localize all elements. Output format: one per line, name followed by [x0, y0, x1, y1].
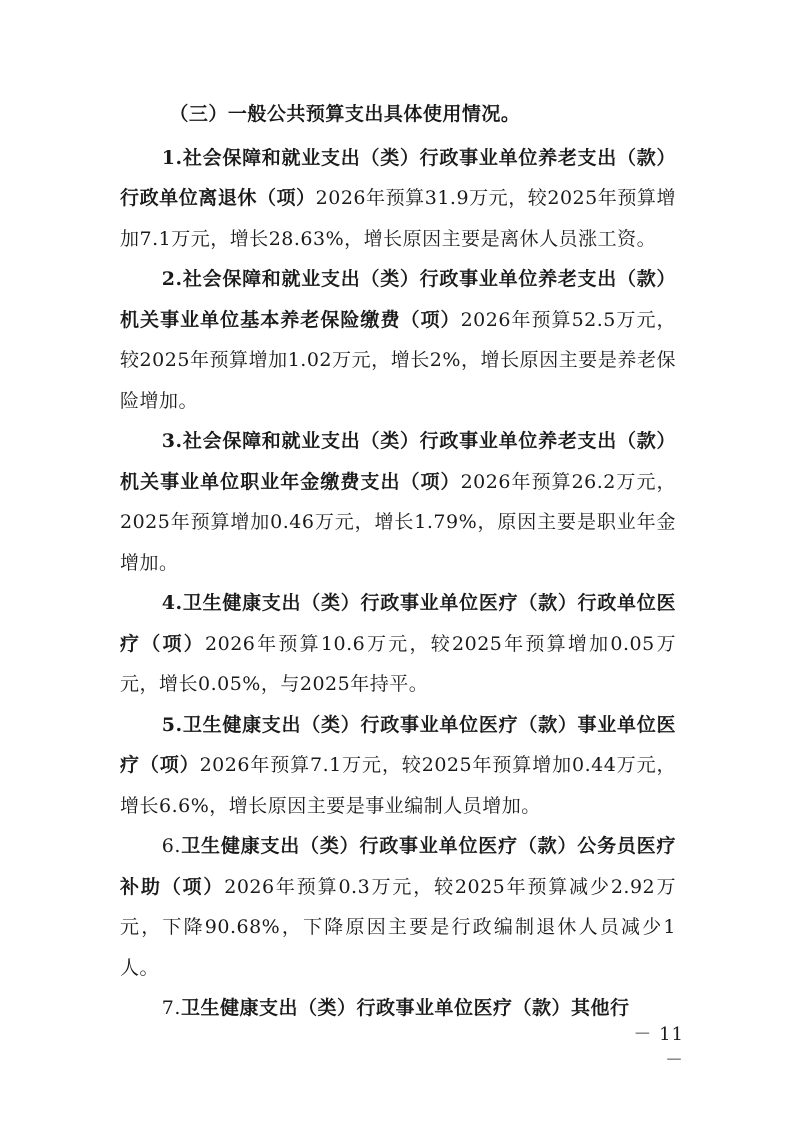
document-body [120, 94, 676, 1029]
paragraph-3-text: 2026年预算26.2万元，2025年预算增加0.46万元，增长1.79%，原因主要是职业年金增加。 [120, 470, 676, 574]
paragraph-7-title: 卫生健康支出（类）行政事业单位医疗（款）其他行 [180, 997, 630, 1019]
paragraph-6-title: 卫生健康支出（类）行政事业单位医疗（款）公务员医疗补助（项） [120, 835, 676, 898]
paragraph-6-text: 2026年预算0.3万元，较2025年预算减少2.92万元，下降90.68%，下降原因主要是行政编制退休人员减少1人。 [120, 875, 676, 979]
paragraph-2-title: 2.社会保障和就业支出（类）行政事业单位养老支出（款）机关事业单位基本养老保险缴费（项） [120, 268, 676, 331]
page-number: － 11 － [633, 1024, 684, 1071]
paragraph-4-title: 4.卫生健康支出（类）行政事业单位医疗（款）行政单位医疗（项） [120, 592, 676, 655]
paragraph-2 [120, 259, 676, 421]
paragraph-5-text: 2026年预算7.1万元，较2025年预算增加0.44万元，增长6.6%，增长原因主要是事业编制人员增加。 [120, 754, 676, 817]
paragraph-4 [120, 583, 676, 705]
paragraph-6-number: 6. [161, 835, 181, 857]
paragraph-2-text: 2026年预算52.5万元，较2025年预算增加1.02万元，增长2%，增长原因主要是养老保险增加。 [120, 308, 676, 412]
paragraph-7 [120, 988, 676, 1029]
paragraph-5-title: 5.卫生健康支出（类）行政事业单位医疗（款）事业单位医疗（项） [120, 713, 676, 776]
paragraph-7-number: 7. [161, 997, 181, 1019]
paragraph-4-text: 2026年预算10.6万元，较2025年预算增加0.05万元，增长0.05%，与2025年持平。 [120, 632, 676, 695]
paragraph-1-title: 1.社会保障和就业支出（类）行政事业单位养老支出（款）行政单位离退休（项） [120, 146, 676, 209]
paragraph-1 [120, 138, 676, 260]
paragraph-3-title: 3.社会保障和就业支出（类）行政事业单位养老支出（款）机关事业单位职业年金缴费支出（项） [120, 430, 676, 493]
paragraph-5 [120, 705, 676, 827]
paragraph-3 [120, 421, 676, 583]
paragraph-1-text: 2026年预算31.9万元，较2025年预算增加7.1万元，增长28.63%，增长原因主要是离休人员涨工资。 [120, 187, 676, 250]
paragraph-6 [120, 826, 676, 988]
section-heading: （三）一般公共预算支出具体使用情况。 [169, 103, 521, 125]
